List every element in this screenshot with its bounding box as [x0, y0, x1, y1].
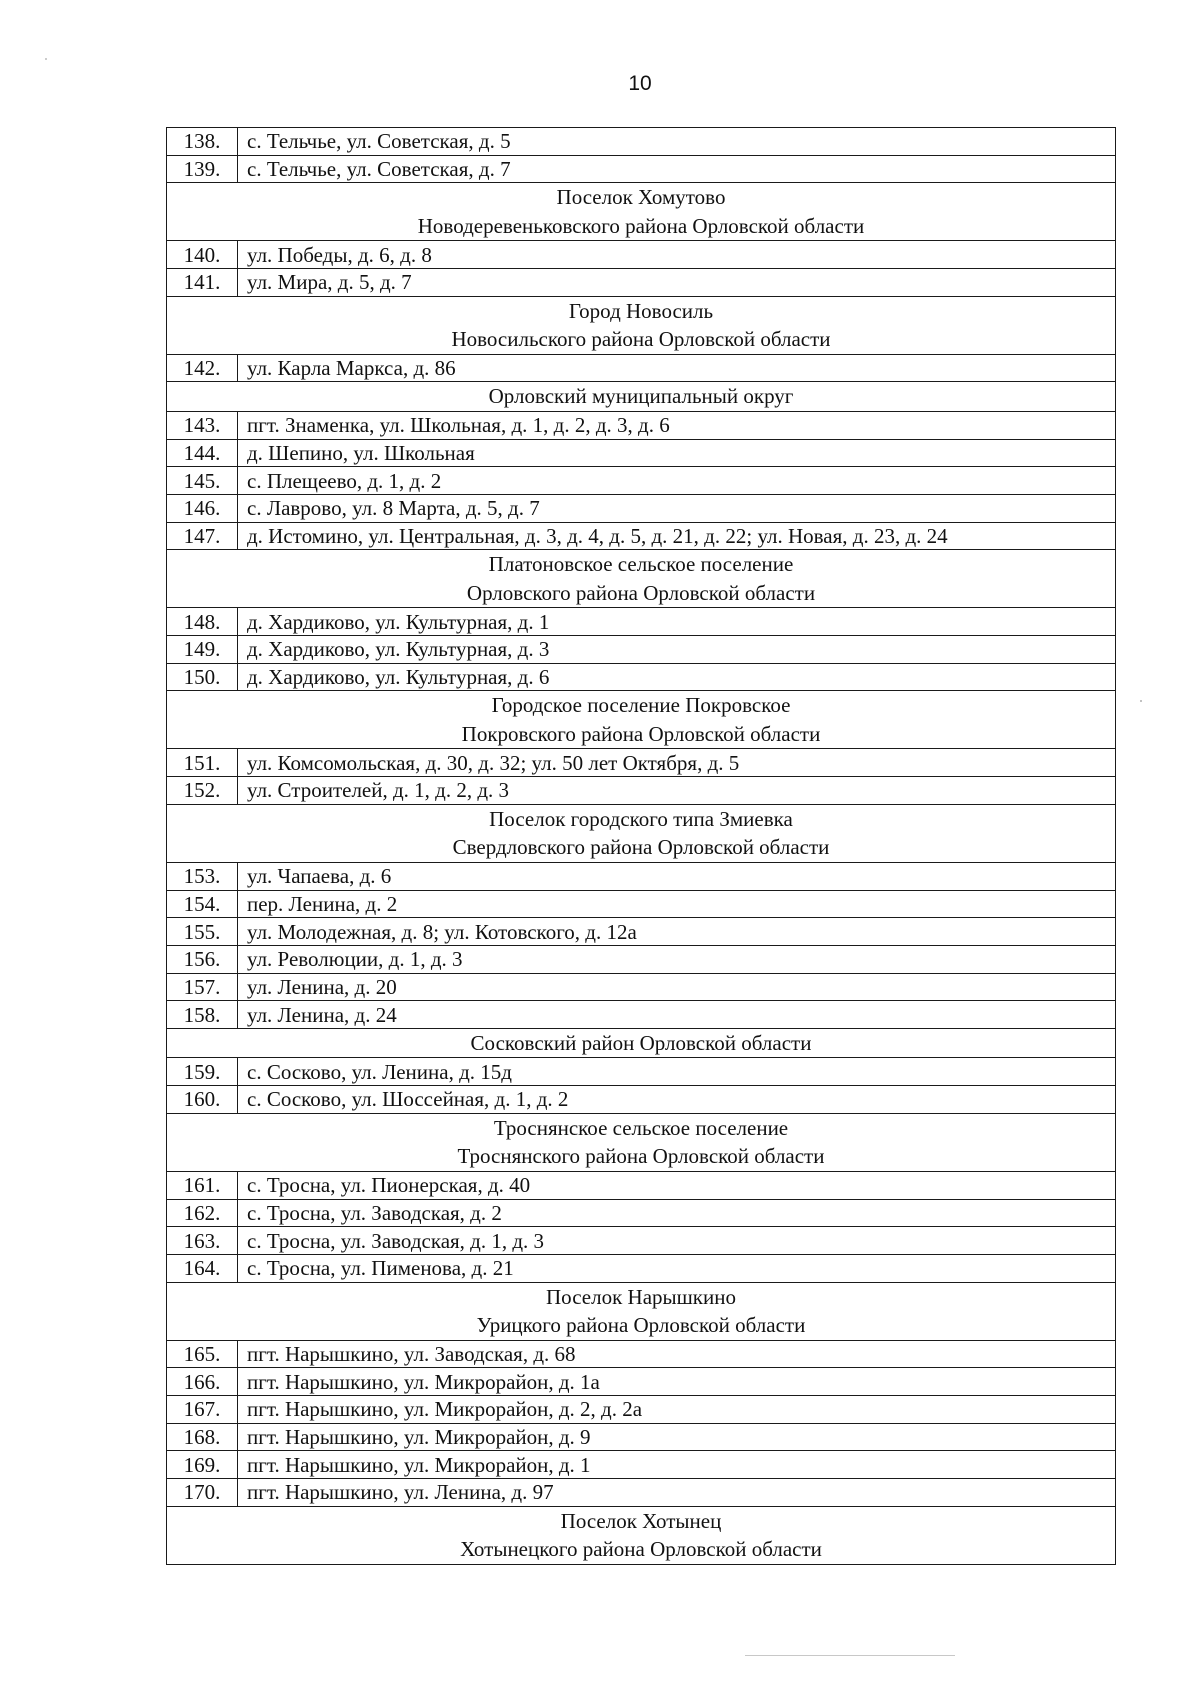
row-number: 169. — [167, 1451, 238, 1479]
row-address: ул. Ленина, д. 20 — [238, 973, 1116, 1001]
row-number: 148. — [167, 608, 238, 636]
section-header-row — [167, 183, 1116, 241]
row-address: д. Истомино, ул. Центральная, д. 3, д. 4, д. 5, д. 21, д. 22; ул. Новая, д. 23, д. 24 — [238, 522, 1116, 550]
row-address: пгт. Нарышкино, ул. Микрорайон, д. 2, д. 2а — [238, 1395, 1116, 1423]
table-row — [167, 608, 1116, 636]
row-address: пгт. Нарышкино, ул. Ленина, д. 97 — [238, 1479, 1116, 1507]
row-number: 161. — [167, 1171, 238, 1199]
table-row — [167, 973, 1116, 1001]
row-address: ул. Комсомольская, д. 30, д. 32; ул. 50 лет Октября, д. 5 — [238, 749, 1116, 777]
row-number: 160. — [167, 1086, 238, 1114]
row-number: 164. — [167, 1254, 238, 1282]
section-header-line: Городское поселение Покровское — [491, 693, 791, 718]
row-number: 143. — [167, 411, 238, 439]
section-header-line: Город Новосиль — [568, 298, 714, 323]
section-header — [167, 691, 1116, 749]
row-address: пгт. Нарышкино, ул. Заводская, д. 68 — [238, 1340, 1116, 1368]
row-number: 145. — [167, 467, 238, 495]
table-row — [167, 411, 1116, 439]
table-row — [167, 269, 1116, 297]
section-header — [167, 1113, 1116, 1171]
row-address: с. Тельчье, ул. Советская, д. 7 — [238, 155, 1116, 183]
section-header-line: Хотынецкого района Орловской области — [460, 1537, 822, 1562]
table-row — [167, 1058, 1116, 1086]
row-number: 155. — [167, 918, 238, 946]
row-address: ул. Карла Маркса, д. 86 — [238, 354, 1116, 382]
row-address: д. Хардиково, ул. Культурная, д. 1 — [238, 608, 1116, 636]
table-row — [167, 1227, 1116, 1255]
row-number: 163. — [167, 1227, 238, 1255]
row-number: 154. — [167, 890, 238, 918]
row-address: с. Тросна, ул. Заводская, д. 2 — [238, 1199, 1116, 1227]
section-header — [167, 550, 1116, 608]
row-address: ул. Мира, д. 5, д. 7 — [238, 269, 1116, 297]
row-number: 147. — [167, 522, 238, 550]
table-row — [167, 1423, 1116, 1451]
row-number: 165. — [167, 1340, 238, 1368]
scan-artifact — [1140, 700, 1142, 702]
row-number: 156. — [167, 945, 238, 973]
table-row — [167, 1479, 1116, 1507]
section-header-row — [167, 382, 1116, 412]
table-row — [167, 522, 1116, 550]
row-number: 159. — [167, 1058, 238, 1086]
table-row — [167, 1395, 1116, 1423]
row-address: пер. Ленина, д. 2 — [238, 890, 1116, 918]
scan-artifact — [45, 58, 47, 60]
row-number: 140. — [167, 241, 238, 269]
section-header-line: Урицкого района Орловской области — [476, 1313, 806, 1338]
row-number: 151. — [167, 749, 238, 777]
row-number: 141. — [167, 269, 238, 297]
table-row — [167, 1086, 1116, 1114]
table-row — [167, 1451, 1116, 1479]
section-header-line: Орловский муниципальный округ — [488, 384, 794, 409]
table-row — [167, 241, 1116, 269]
row-number: 170. — [167, 1479, 238, 1507]
section-header-line: Поселок городского типа Змиевка — [489, 806, 793, 831]
section-header-line: Троснянского района Орловской области — [457, 1144, 825, 1169]
row-number: 150. — [167, 663, 238, 691]
section-header-row — [167, 1028, 1116, 1058]
row-number: 166. — [167, 1368, 238, 1396]
row-number: 162. — [167, 1199, 238, 1227]
row-number: 167. — [167, 1395, 238, 1423]
row-address: д. Хардиково, ул. Культурная, д. 6 — [238, 663, 1116, 691]
section-header-line: Новосильского района Орловской области — [451, 327, 831, 352]
scan-artifact — [745, 1655, 955, 1656]
address-table — [166, 127, 1116, 1565]
row-number: 149. — [167, 636, 238, 664]
section-header-row — [167, 804, 1116, 862]
row-address: с. Сосково, ул. Ленина, д. 15д — [238, 1058, 1116, 1086]
section-header-line: Троснянское сельское поселение — [493, 1115, 789, 1140]
table-row — [167, 1199, 1116, 1227]
table-row — [167, 1171, 1116, 1199]
section-header — [167, 382, 1116, 412]
section-header-line: Поселок Хотынец — [560, 1508, 722, 1533]
row-number: 144. — [167, 439, 238, 467]
section-header-line: Поселок Хомутово — [556, 185, 726, 210]
page-number: 10 — [628, 72, 652, 95]
section-header — [167, 1282, 1116, 1340]
row-address: пгт. Нарышкино, ул. Микрорайон, д. 1 — [238, 1451, 1116, 1479]
table-row — [167, 945, 1116, 973]
row-number: 138. — [167, 128, 238, 156]
section-header-line: Свердловского района Орловской области — [452, 835, 830, 860]
row-number: 158. — [167, 1001, 238, 1029]
table-row — [167, 890, 1116, 918]
table-row — [167, 862, 1116, 890]
section-header — [167, 183, 1116, 241]
table-row — [167, 155, 1116, 183]
section-header — [167, 804, 1116, 862]
row-number: 157. — [167, 973, 238, 1001]
section-header-line: Новодеревеньковского района Орловской области — [417, 213, 865, 238]
table-row — [167, 663, 1116, 691]
row-address: пгт. Нарышкино, ул. Микрорайон, д. 9 — [238, 1423, 1116, 1451]
section-header — [167, 1028, 1116, 1058]
section-header-line: Сосковский район Орловской области — [470, 1030, 812, 1055]
row-address: ул. Молодежная, д. 8; ул. Котовского, д. 12а — [238, 918, 1116, 946]
row-number: 153. — [167, 862, 238, 890]
table-row — [167, 918, 1116, 946]
table-row — [167, 439, 1116, 467]
row-number: 168. — [167, 1423, 238, 1451]
row-address: пгт. Нарышкино, ул. Микрорайон, д. 1а — [238, 1368, 1116, 1396]
section-header-row — [167, 1113, 1116, 1171]
row-address: с. Лаврово, ул. 8 Марта, д. 5, д. 7 — [238, 495, 1116, 523]
section-header-line: Поселок Нарышкино — [546, 1284, 736, 1309]
row-number: 139. — [167, 155, 238, 183]
row-address: с. Тросна, ул. Пименова, д. 21 — [238, 1254, 1116, 1282]
row-number: 146. — [167, 495, 238, 523]
table-row — [167, 467, 1116, 495]
address-table-body — [167, 128, 1116, 1565]
table-row — [167, 1254, 1116, 1282]
row-address: с. Плещеево, д. 1, д. 2 — [238, 467, 1116, 495]
section-header — [167, 1506, 1116, 1564]
table-row — [167, 749, 1116, 777]
section-header-row — [167, 1506, 1116, 1564]
row-address: с. Тельчье, ул. Советская, д. 5 — [238, 128, 1116, 156]
section-header-line: Покровского района Орловской области — [461, 721, 821, 746]
row-address: ул. Чапаева, д. 6 — [238, 862, 1116, 890]
row-address: ул. Революции, д. 1, д. 3 — [238, 945, 1116, 973]
table-row — [167, 1340, 1116, 1368]
row-address: ул. Победы, д. 6, д. 8 — [238, 241, 1116, 269]
row-number: 152. — [167, 777, 238, 805]
table-row — [167, 495, 1116, 523]
table-row — [167, 1001, 1116, 1029]
section-header-line: Орловского района Орловской области — [466, 580, 816, 605]
table-row — [167, 777, 1116, 805]
table-row — [167, 354, 1116, 382]
table-row — [167, 1368, 1116, 1396]
row-address: д. Хардиково, ул. Культурная, д. 3 — [238, 636, 1116, 664]
row-address: пгт. Знаменка, ул. Школьная, д. 1, д. 2, д. 3, д. 6 — [238, 411, 1116, 439]
table-row — [167, 128, 1116, 156]
section-header-row — [167, 1282, 1116, 1340]
section-header-row — [167, 691, 1116, 749]
section-header — [167, 296, 1116, 354]
row-address: д. Шепино, ул. Школьная — [238, 439, 1116, 467]
section-header-line: Платоновское сельское поселение — [488, 552, 794, 577]
row-address: с. Тросна, ул. Заводская, д. 1, д. 3 — [238, 1227, 1116, 1255]
row-address: ул. Строителей, д. 1, д. 2, д. 3 — [238, 777, 1116, 805]
row-address: с. Тросна, ул. Пионерская, д. 40 — [238, 1171, 1116, 1199]
section-header-row — [167, 296, 1116, 354]
row-address: ул. Ленина, д. 24 — [238, 1001, 1116, 1029]
table-row — [167, 636, 1116, 664]
row-address: с. Сосково, ул. Шоссейная, д. 1, д. 2 — [238, 1086, 1116, 1114]
row-number: 142. — [167, 354, 238, 382]
section-header-row — [167, 550, 1116, 608]
